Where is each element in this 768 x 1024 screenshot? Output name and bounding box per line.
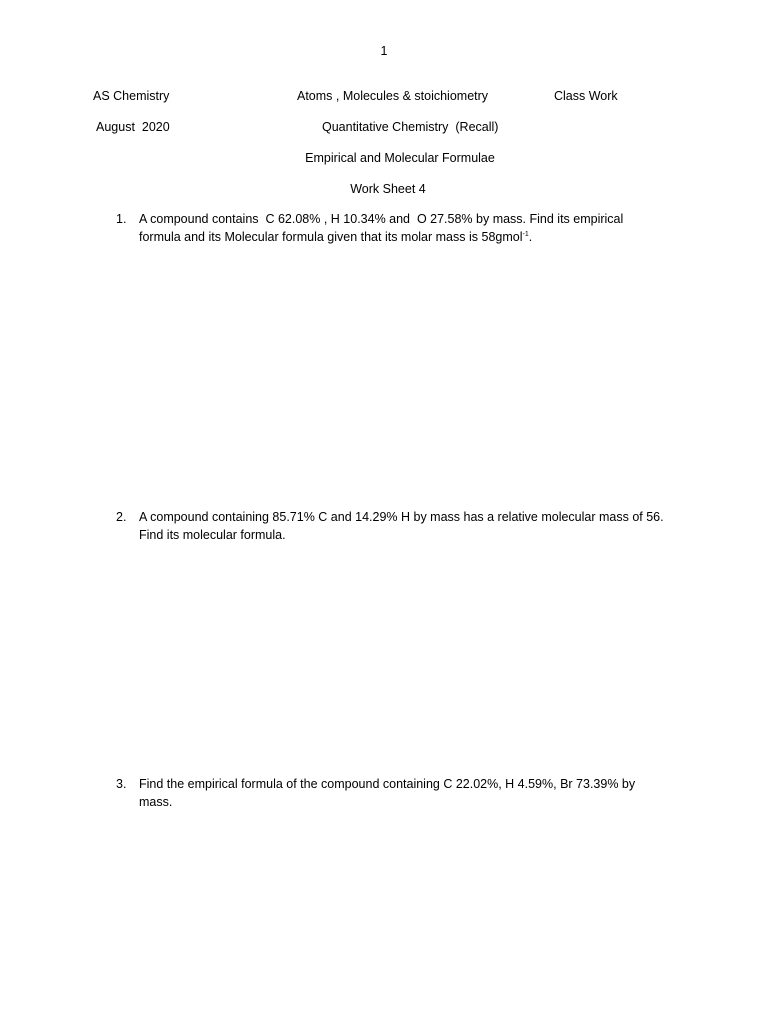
question-text <box>139 210 679 246</box>
question-number: 1. <box>116 212 127 226</box>
topic-label: Atoms , Molecules & stoichiometry <box>297 89 489 103</box>
question-number: 2. <box>116 510 127 524</box>
question-line: mass. <box>139 795 173 809</box>
question-line <box>139 228 679 246</box>
question-line: Find its molecular formula. <box>139 528 286 542</box>
page-number: 1 <box>380 44 388 58</box>
subtopic-label: Quantitative Chemistry (Recall) <box>322 120 499 134</box>
question-line-end: . <box>528 230 533 244</box>
question-text <box>139 508 679 544</box>
question-number: 3. <box>116 777 127 791</box>
date-label: August 2020 <box>96 120 170 134</box>
unit-superscript: -1 <box>522 231 529 238</box>
worksheet-number: Work Sheet 4 <box>350 182 426 196</box>
subject-label: AS Chemistry <box>93 89 170 103</box>
work-type-label: Class Work <box>554 89 618 103</box>
question-text <box>139 775 679 811</box>
question-line: Find the empirical formula of the compound containing C 22.02%, H 4.59%, Br 73.39% by <box>139 777 636 791</box>
worksheet-title: Empirical and Molecular Formulae <box>305 151 495 165</box>
question-line: A compound containing 85.71% C and 14.29% H by mass has a relative molecular mass of 56. <box>139 510 664 524</box>
question-line: A compound contains C 62.08% , H 10.34% and O 27.58% by mass. Find its empirical <box>139 212 624 226</box>
question-line-text: formula and its Molecular formula given that its molar mass is 58gmol <box>139 230 523 244</box>
